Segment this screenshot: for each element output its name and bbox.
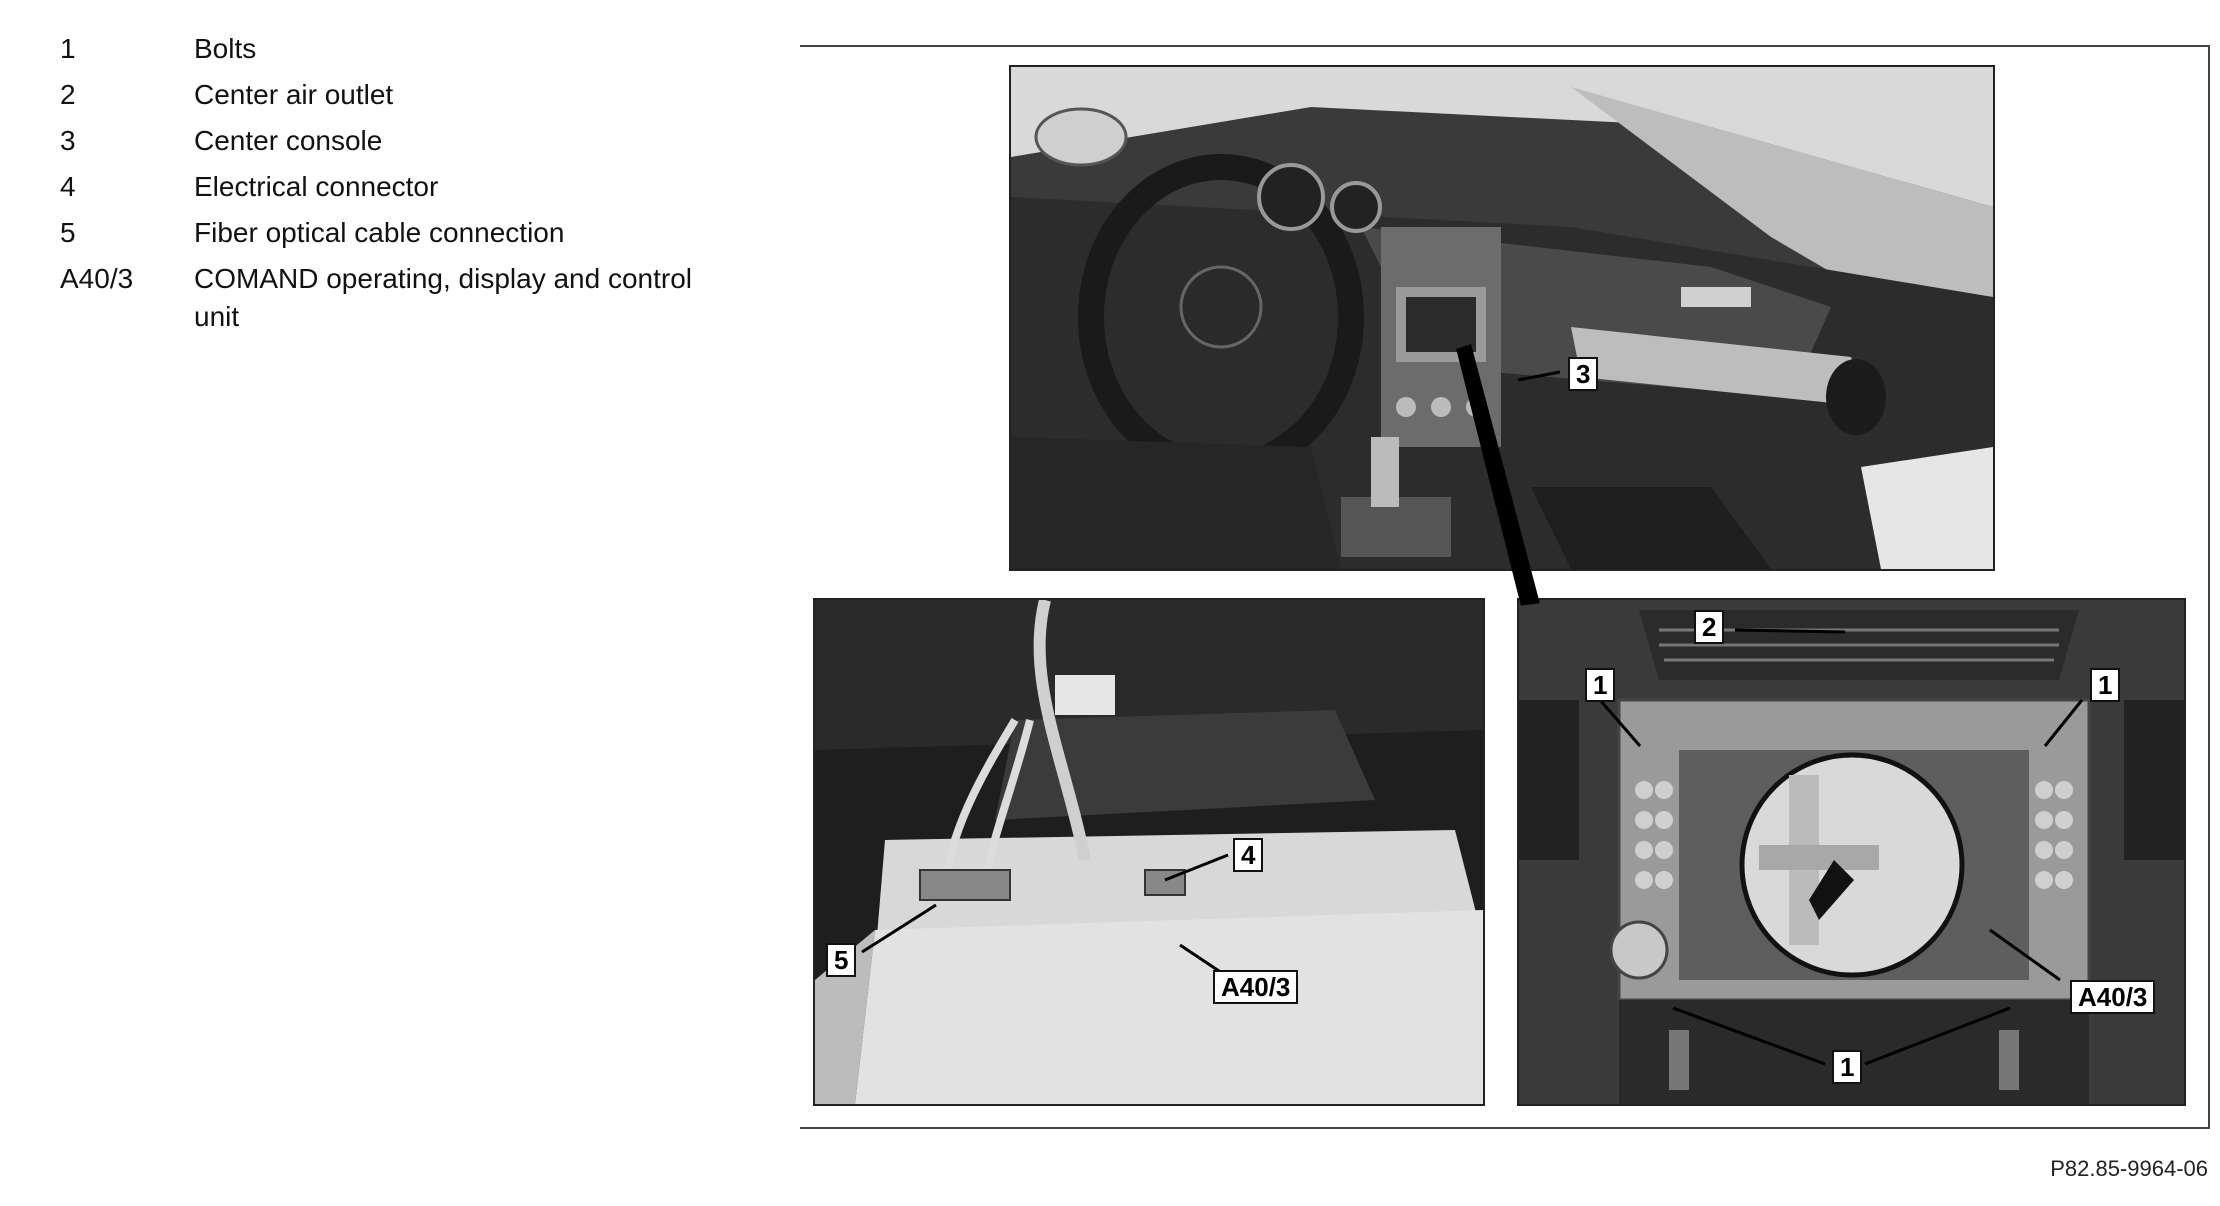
legend-id: A40/3 bbox=[60, 263, 134, 294]
legend-item-4 bbox=[60, 168, 700, 206]
legend-text: Center air outlet bbox=[194, 79, 394, 110]
callout-1-bolt-right: 1 bbox=[2090, 668, 2120, 702]
callout-3-center-console: 3 bbox=[1568, 357, 1598, 391]
callout-5-fiber-optic: 5 bbox=[826, 943, 856, 977]
photo-comand-unit-front bbox=[1517, 598, 2186, 1106]
legend bbox=[60, 30, 700, 344]
callout-a40-3-right: A40/3 bbox=[2070, 980, 2155, 1014]
legend-id: 5 bbox=[60, 217, 76, 248]
legend-text: Electrical connector bbox=[194, 171, 439, 202]
legend-item-5 bbox=[60, 214, 700, 252]
legend-text: Fiber optical cable connection bbox=[194, 217, 565, 248]
legend-item-3 bbox=[60, 122, 700, 160]
legend-id: 4 bbox=[60, 171, 76, 202]
legend-item-1 bbox=[60, 30, 700, 68]
callout-4-electrical-connector: 4 bbox=[1233, 838, 1263, 872]
photo-comand-unit-rear bbox=[813, 598, 1485, 1106]
legend-text: Bolts bbox=[194, 33, 257, 64]
legend-item-a40-3 bbox=[60, 260, 700, 336]
legend-text: Center console bbox=[194, 125, 383, 156]
legend-id: 3 bbox=[60, 125, 76, 156]
legend-text: COMAND operating, display and control unit bbox=[194, 263, 693, 332]
callout-2-air-outlet: 2 bbox=[1694, 610, 1724, 644]
callout-1-bolt-left: 1 bbox=[1585, 668, 1615, 702]
legend-item-2 bbox=[60, 76, 700, 114]
callout-a40-3-left: A40/3 bbox=[1213, 970, 1298, 1004]
legend-id: 2 bbox=[60, 79, 76, 110]
legend-id: 1 bbox=[60, 33, 76, 64]
figure-code: P82.85-9964-06 bbox=[2050, 1156, 2208, 1181]
photo-car-interior bbox=[1009, 65, 1995, 571]
callout-1-bolt-bottom: 1 bbox=[1832, 1050, 1862, 1084]
